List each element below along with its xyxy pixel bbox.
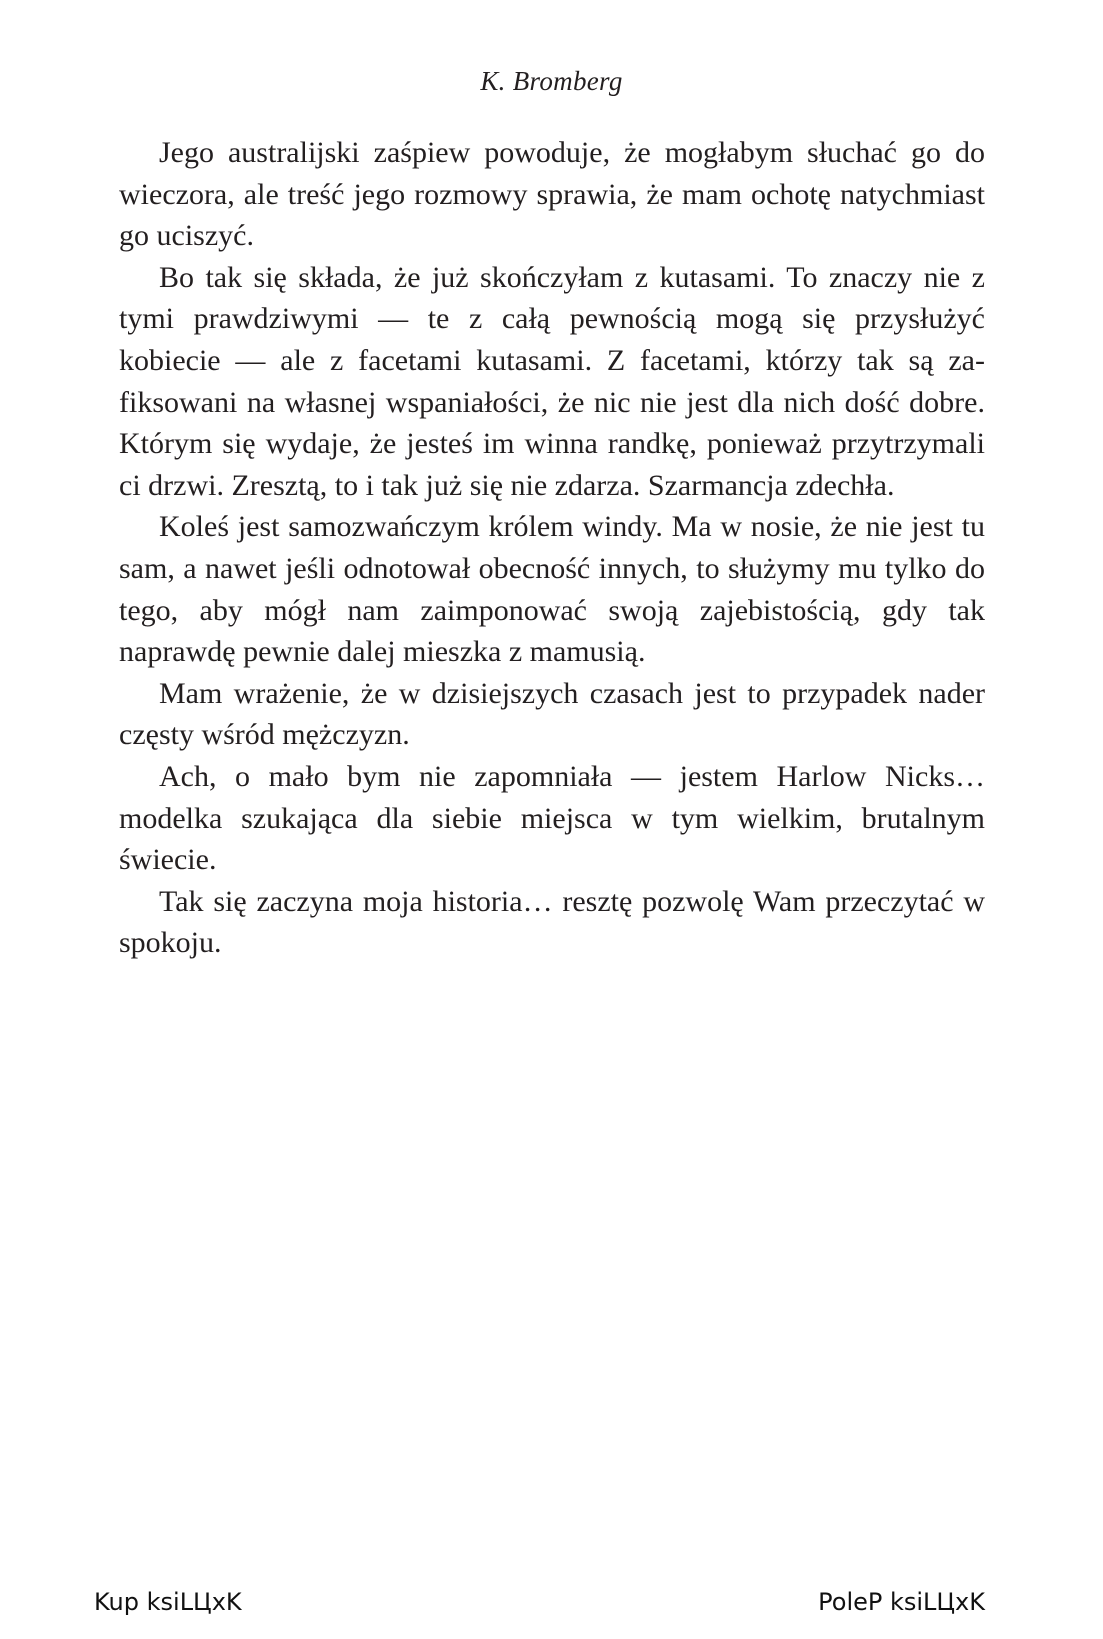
footer-buy-book-link[interactable]: Kup ksiLЦxK	[94, 1588, 242, 1616]
paragraph: Koleś jest samozwańczym królem windy. Ma w nosie, że nie jest tu sam, a nawet jeśli odnotował obecność innych, to służymy mu tylko do tego, aby mógł nam zaimponować swoją zajebistością, gdy tak naprawdę pewnie dalej mieszka z mamusią.	[119, 510, 985, 669]
page-body-text	[119, 132, 985, 964]
paragraph: Ach, o mało bym nie zapomniała — jestem Harlow Nicks… modelka szukająca dla siebie miejsca w tym wielkim, brutalnym świecie.	[119, 759, 985, 877]
paragraph: Tak się zaczyna moja historia… resztę pozwolę Wam przeczytać w spokoju.	[119, 884, 985, 960]
paragraph: Bo tak się składa, że już skończyłam z kutasami. To znaczy nie z tymi prawdziwymi — te z całą pewnością mogą się przysłużyć kobiecie — ale z facetami kutasami. Z facetami, którzy tak są zafiksowani na własnej wspaniałości, że nic nie jest dla nich dość dobre. Którym się wydaje, że jesteś im winna randkę, ponieważ przytrzymali ci drzwi. Zresztą, to i tak już się nie zdarza. Szarmancja zdechła.	[119, 260, 985, 502]
footer-recommend-book-link[interactable]: PoleP ksiLЦxK	[818, 1588, 985, 1616]
paragraph: Jego australijski zaśpiew powoduje, że mogłabym słuchać go do wieczora, ale treść jego rozmowy sprawia, że mam ochotę natychmiast go uciszyć.	[119, 136, 985, 253]
running-header-author: K. Bromberg	[480, 66, 623, 96]
paragraph: Mam wrażenie, że w dzisiejszych czasach jest to przypadek nader częsty wśród mężczyzn.	[119, 676, 985, 752]
